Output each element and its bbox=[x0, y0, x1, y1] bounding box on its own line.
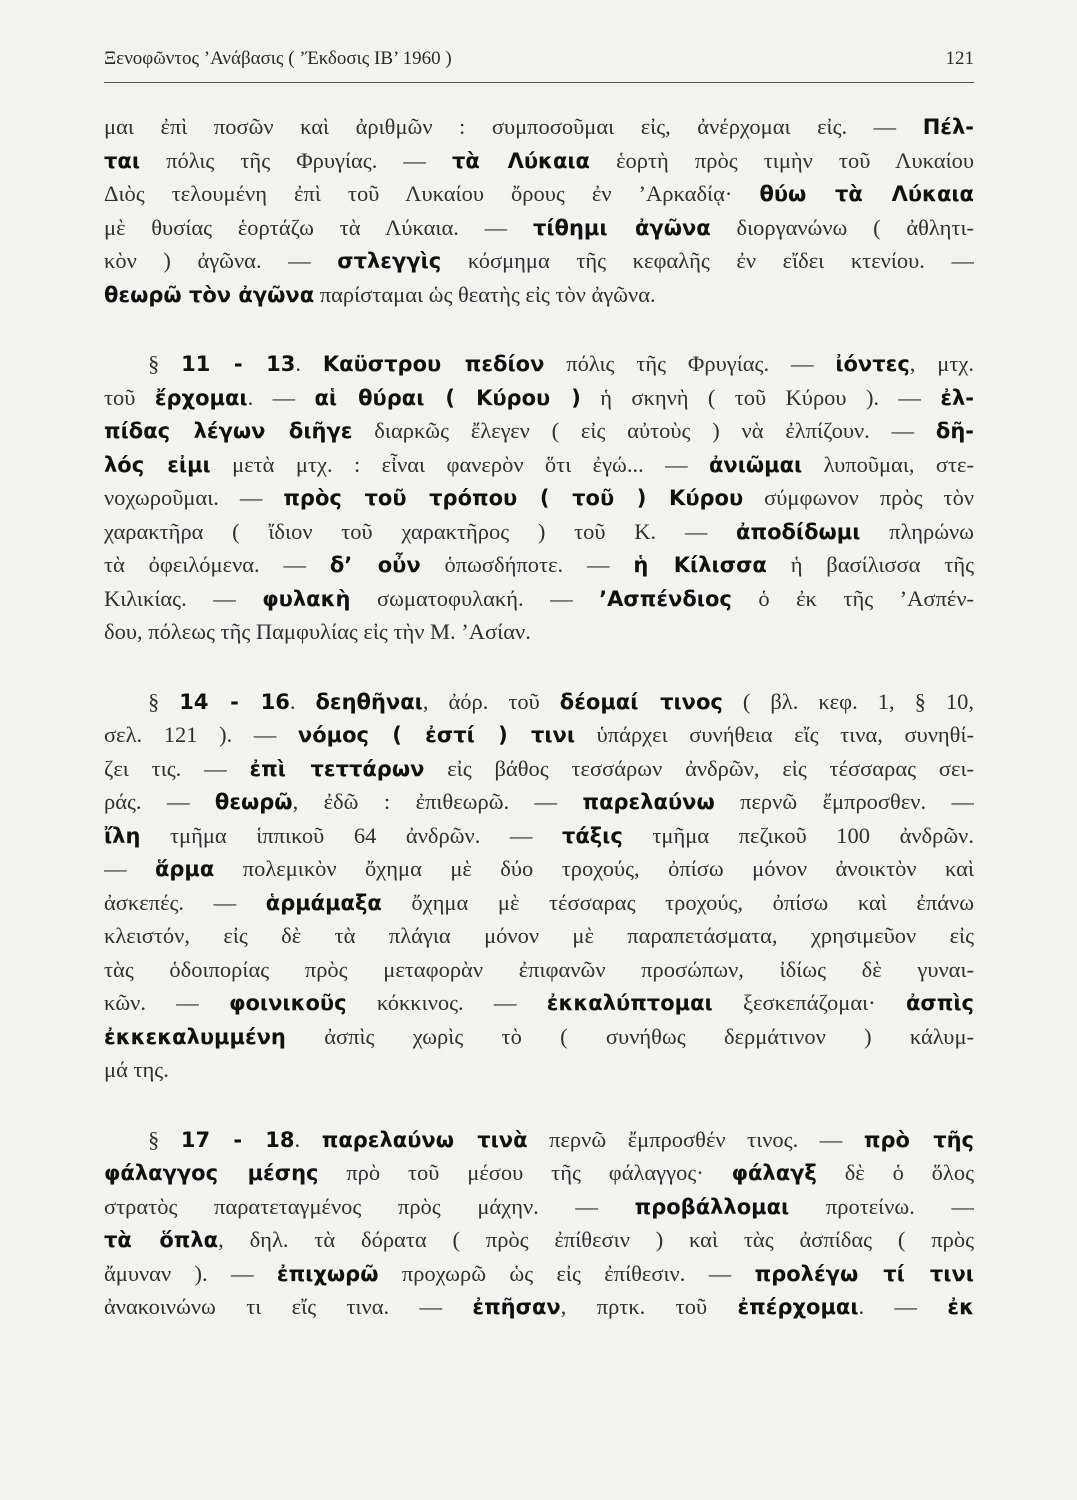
text-line: μὲ θυσίας ἑορτάζω τὰ Λύκαια. — τίθημι ἀγῶνα διοργανώνω ( ἀθλητι- bbox=[104, 214, 974, 240]
header-rule bbox=[104, 82, 974, 83]
text-line: κλειστόν, εἰς δὲ τὰ πλάγια μόνον μὲ παραπετάσματα, χρησιμεῦον εἰς bbox=[104, 923, 974, 948]
text-line: μαι ἐπὶ ποσῶν καὶ ἀριθμῶν : συμποσοῦμαι εἰς, ἀνέρχομαι εἰς. — Πέλ- bbox=[104, 114, 974, 139]
text-line: — ἅρμα πολεμικὸν ὄχημα μὲ δύο τροχούς, ὀπίσω μόνον ἀνοικτὸν καὶ bbox=[104, 856, 974, 881]
text-line: § 14 - 16. δεηθῆναι, ἀόρ. τοῦ δέομαί τινος ( βλ. κεφ. 1, § 10, bbox=[148, 688, 974, 714]
text-line: χαρακτῆρα ( ἴδιον τοῦ χαρακτῆρος ) τοῦ Κ. — ἀποδίδωμι πληρώνω bbox=[104, 518, 974, 544]
text-line: § 17 - 18. παρελαύνω τινὰ περνῶ ἔμπροσθέν τινος. — πρὸ τῆς bbox=[148, 1126, 974, 1152]
text-line: θεωρῶ τὸν ἀγῶνα παρίσταμαι ὡς θεατὴς εἰς τὸν ἀγῶνα. bbox=[104, 281, 656, 307]
text-line: ἀσκεπές. — ἁρμάμαξα ὄχημα μὲ τέσσαρας τροχούς, ὀπίσω καὶ ἐπάνω bbox=[104, 889, 974, 915]
text-line: Κιλικίας. — φυλακὴ σωματοφυλακή. — ’Ασπένδιος ὁ ἐκ τῆς ’Ασπέν- bbox=[104, 585, 974, 611]
running-head-title: Ξενοφῶντος ’Ανάβασις ( ’Έκδοσις ΙΒ’ 1960 ) bbox=[104, 48, 452, 69]
text-line: τοῦ ἔρχομαι. — αἱ θύραι ( Κύρου ) ἡ σκηνὴ ( τοῦ Κύρου ). — ἐλ- bbox=[104, 384, 974, 410]
text-line: ζει τις. — ἐπὶ τεττάρων εἰς βάθος τεσσάρων ἀνδρῶν, εἰς τέσσαρας σει- bbox=[104, 755, 974, 781]
text-line: τὰ ὅπλα, δηλ. τὰ δόρατα ( πρὸς ἐπίθεσιν ) καὶ τὰς ἀσπίδας ( πρὸς bbox=[104, 1227, 974, 1252]
text-line: μά της. bbox=[104, 1057, 169, 1082]
text-line: στρατὸς παρατεταγμένος πρὸς μάχην. — προβάλλομαι προτείνω. — bbox=[104, 1193, 974, 1219]
page-body bbox=[104, 110, 974, 1324]
text-line: ἴλη τμῆμα ἱππικοῦ 64 ἀνδρῶν. — τάξις τμῆμα πεζικοῦ 100 ἀνδρῶν. bbox=[104, 822, 974, 848]
text-line: § 11 - 13. Καϋστρου πεδίον πόλις τῆς Φρυγίας. — ἰόντες, μτχ. bbox=[148, 351, 974, 376]
text-line: ἐκκεκαλυμμένη ἀσπὶς χωρὶς τὸ ( συνήθως δερμάτινον ) κάλυμ- bbox=[104, 1023, 974, 1049]
text-line: τὰς ὁδοιπορίας πρὸς μεταφορὰν ἐπιφανῶν προσώπων, ἰδίως δὲ γυναι- bbox=[104, 956, 974, 982]
text-line: ἀνακοινώνω τι εἴς τινα. — ἐπῆσαν, πρτκ. τοῦ ἐπέρχομαι. — ἐκ bbox=[104, 1294, 974, 1319]
text-line: κὸν ) ἀγῶνα. — στλεγγὶς κόσμημα τῆς κεφαλῆς ἐν εἴδει κτενίου. — bbox=[104, 248, 974, 273]
text-line: ἄμυναν ). — ἐπιχωρῶ προχωρῶ ὡς εἰς ἐπίθεσιν. — προλέγω τί τινι bbox=[104, 1260, 974, 1286]
paragraph-1 bbox=[104, 110, 974, 311]
text-line: ται πόλις τῆς Φρυγίας. — τὰ Λύκαια ἑορτὴ πρὸς τιμὴν τοῦ Λυκαίου bbox=[104, 147, 974, 173]
text-line: φάλαγγος μέσης πρὸ τοῦ μέσου τῆς φάλαγγος· φάλαγξ δὲ ὁ ὅλος bbox=[104, 1160, 974, 1185]
text-line: κῶν. — φοινικοῦς κόκκινος. — ἐκκαλύπτομαι ξεσκεπάζομαι· ἀσπὶς bbox=[104, 990, 974, 1015]
paragraph-17-18 bbox=[104, 1123, 974, 1324]
text-line: σελ. 121 ). — νόμος ( ἐστί ) τινι ὑπάρχει συνήθεια εἴς τινα, συνηθί- bbox=[104, 722, 974, 747]
text-line: Διὸς τελουμένη ἐπὶ τοῦ Λυκαίου ὄρους ἐν ’Αρκαδίᾳ· θύω τὰ Λύκαια bbox=[104, 181, 974, 206]
paragraph-14-16 bbox=[104, 685, 974, 1087]
paragraph-11-13 bbox=[104, 347, 974, 649]
text-line: τὰ ὀφειλόμενα. — δ’ οὖν ὁπωσδήποτε. — ἡ Κίλισσα ἡ βασίλισσα τῆς bbox=[104, 552, 974, 577]
page-number: 121 bbox=[945, 48, 974, 69]
text-line: λός εἰμι μετὰ μτχ. : εἶναι φανερὸν ὅτι ἐγώ... — ἀνιῶμαι λυποῦμαι, στε- bbox=[104, 451, 974, 477]
text-line: ράς. — θεωρῶ, ἐδῶ : ἐπιθεωρῶ. — παρελαύνω περνῶ ἔμπροσθεν. — bbox=[104, 789, 974, 814]
text-line: νοχωροῦμαι. — πρὸς τοῦ τρόπου ( τοῦ ) Κύρου σύμφωνον πρὸς τὸν bbox=[104, 485, 974, 510]
text-line: πίδας λέγων διῆγε διαρκῶς ἔλεγεν ( εἰς αὐτοὺς ) νὰ ἐλπίζουν. — δῆ- bbox=[104, 418, 974, 443]
text-line: δου, πόλεως τῆς Παμφυλίας εἰς τὴν Μ. ’Ασίαν. bbox=[104, 619, 531, 644]
